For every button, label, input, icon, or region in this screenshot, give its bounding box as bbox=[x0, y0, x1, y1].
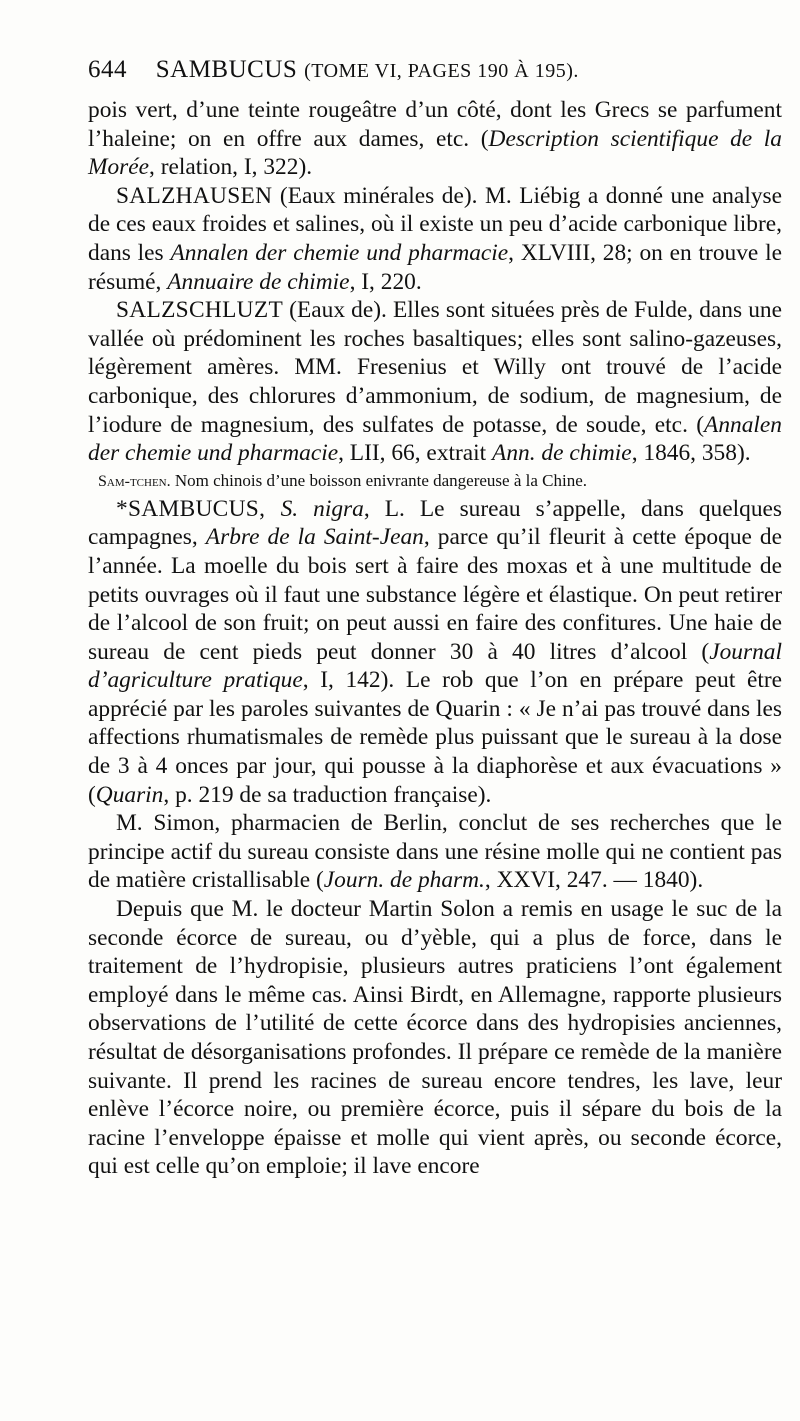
citation: Annuaire de chimie bbox=[167, 268, 350, 295]
citation: Description scientifique de la Morée bbox=[88, 125, 782, 181]
entry-text: , XLVIII, 28; on en trouve le résumé, bbox=[88, 239, 782, 295]
entry-sam-tchen bbox=[88, 468, 782, 495]
entry-text: , L. Le sureau s’appelle, dans quelques campagnes, bbox=[88, 495, 783, 551]
citation-detail: , relation, I, 322). bbox=[149, 154, 313, 181]
citation-detail: , I, 220. bbox=[349, 268, 422, 295]
paragraph-text: Depuis que M. le docteur Martin Solon a remis en usage le suc de la seconde écorce de sureau, ou d’yèble, qui a plus de force, dans le traitement de l’hydropisie, plusieurs autres praticiens l’ont également employé dans le même cas. Ainsi Birdt, en Allemagne, rapporte plusieurs observations de l’utilité de cette écorce dans des hydropisies anciennes, résultat de désorganisations profondes. Il prépare ce remède de la manière suivante. Il prend les racines de sureau encore tendres, les lave, leur enlève l’écorce noire, ou première écorce, puis il sépare du bois de la racine l’enveloppe épaisse et molle qui vient après, ou seconde écorce, qui est celle qu’on emploie; il lave encore bbox=[88, 896, 782, 1180]
entry-salzhausen bbox=[88, 182, 782, 296]
citation: Journal d’agriculture pratique bbox=[88, 638, 782, 694]
citation: Annalen der chemie und pharmacie bbox=[170, 239, 509, 266]
paragraph-pois-vert bbox=[88, 96, 782, 182]
entry-heading: SALZHAUSEN bbox=[116, 182, 273, 209]
entry-text: (Eaux minérales de). M. Liébig a donné une analyse de ces eaux froides et salines, où il existe un peu d’acide carbonique libre, dans les bbox=[88, 182, 782, 266]
volume-reference: (TOME VI, PAGES 190 À 195). bbox=[304, 60, 579, 82]
entry-text: Nom chinois d’une boisson enivrante dangereuse à la Chine. bbox=[170, 470, 588, 490]
paragraph-text: M. Simon, pharmacien de Berlin, conclut de ses recherches que le principe actif du sureau consiste dans une résine molle qui ne contient pas de matière cristallisable ( bbox=[88, 810, 782, 894]
citation: Quarin bbox=[95, 781, 164, 808]
running-title: SAMBUCUS bbox=[155, 56, 298, 83]
entry-text: , LII, 66, extrait bbox=[338, 440, 493, 467]
citation-detail: , 1846, 358). bbox=[631, 440, 751, 467]
entry-heading: SALZSCHLUZT bbox=[116, 297, 284, 324]
paragraph-simon bbox=[88, 809, 782, 895]
entry-text: (Eaux de). Elles sont situées près de Fulde, dans une vallée où prédominent les roches basaltiques; elles sont salino-gazeuses, légèrement amères. MM. Fresenius et Willy ont trouvé de l’acide carbonique, des chlorures d’ammonium, de sodium, de magnesium, de l’iodure de magnesium, des sulfates de potasse, de soude, etc. ( bbox=[88, 297, 782, 438]
entry-text: , I, 142). Le rob que l’on en prépare peut être apprécié par les paroles suivantes de Quarin : « Je n’ai pas trouvé dans les affections rhumatismales de remède plus puissant que le sureau à la dose de 3 à 4 onces par jour, qui pousse à la diaphorèse et aux évacuations » ( bbox=[88, 667, 782, 808]
citation: Journ. de pharm. bbox=[323, 867, 485, 894]
paragraph-martin-solon bbox=[88, 895, 782, 1181]
entry-heading: Sam-tchen. bbox=[98, 472, 171, 490]
citation: Annalen der chemie und pharmacie bbox=[88, 411, 782, 467]
citation-detail: , XXVI, 247. — 1840). bbox=[484, 867, 704, 894]
page-number: 644 bbox=[88, 56, 127, 83]
entry-salzschluzt bbox=[88, 296, 782, 468]
popular-name: Arbre de la Saint-Jean bbox=[205, 524, 424, 551]
running-header bbox=[88, 56, 768, 96]
entry-text: , parce qu’il fleurit à cette époque de l’année. La moelle du bois sert à faire des moxas et à une multitude de petits ouvrages où il faut une substance légère et élastique. On peut retirer de l’alcool de son fruit; on peut aussi en faire des confitures. Une haie de sureau de cent pieds peut donner 30 à 40 litres d’alcool ( bbox=[88, 524, 783, 665]
species-name: S. nigra bbox=[280, 495, 364, 522]
body-text bbox=[88, 96, 782, 1181]
entry-sambucus bbox=[88, 495, 782, 810]
citation: Ann. de chimie bbox=[492, 440, 632, 467]
paragraph-text: pois vert, d’une teinte rougeâtre d’un côté, dont les Grecs se parfument l’haleine; on en offre aux dames, etc. ( bbox=[88, 97, 782, 152]
citation-detail: , p. 219 de sa traduction française). bbox=[163, 781, 492, 808]
entry-heading: *SAMBUCUS, bbox=[116, 495, 281, 522]
